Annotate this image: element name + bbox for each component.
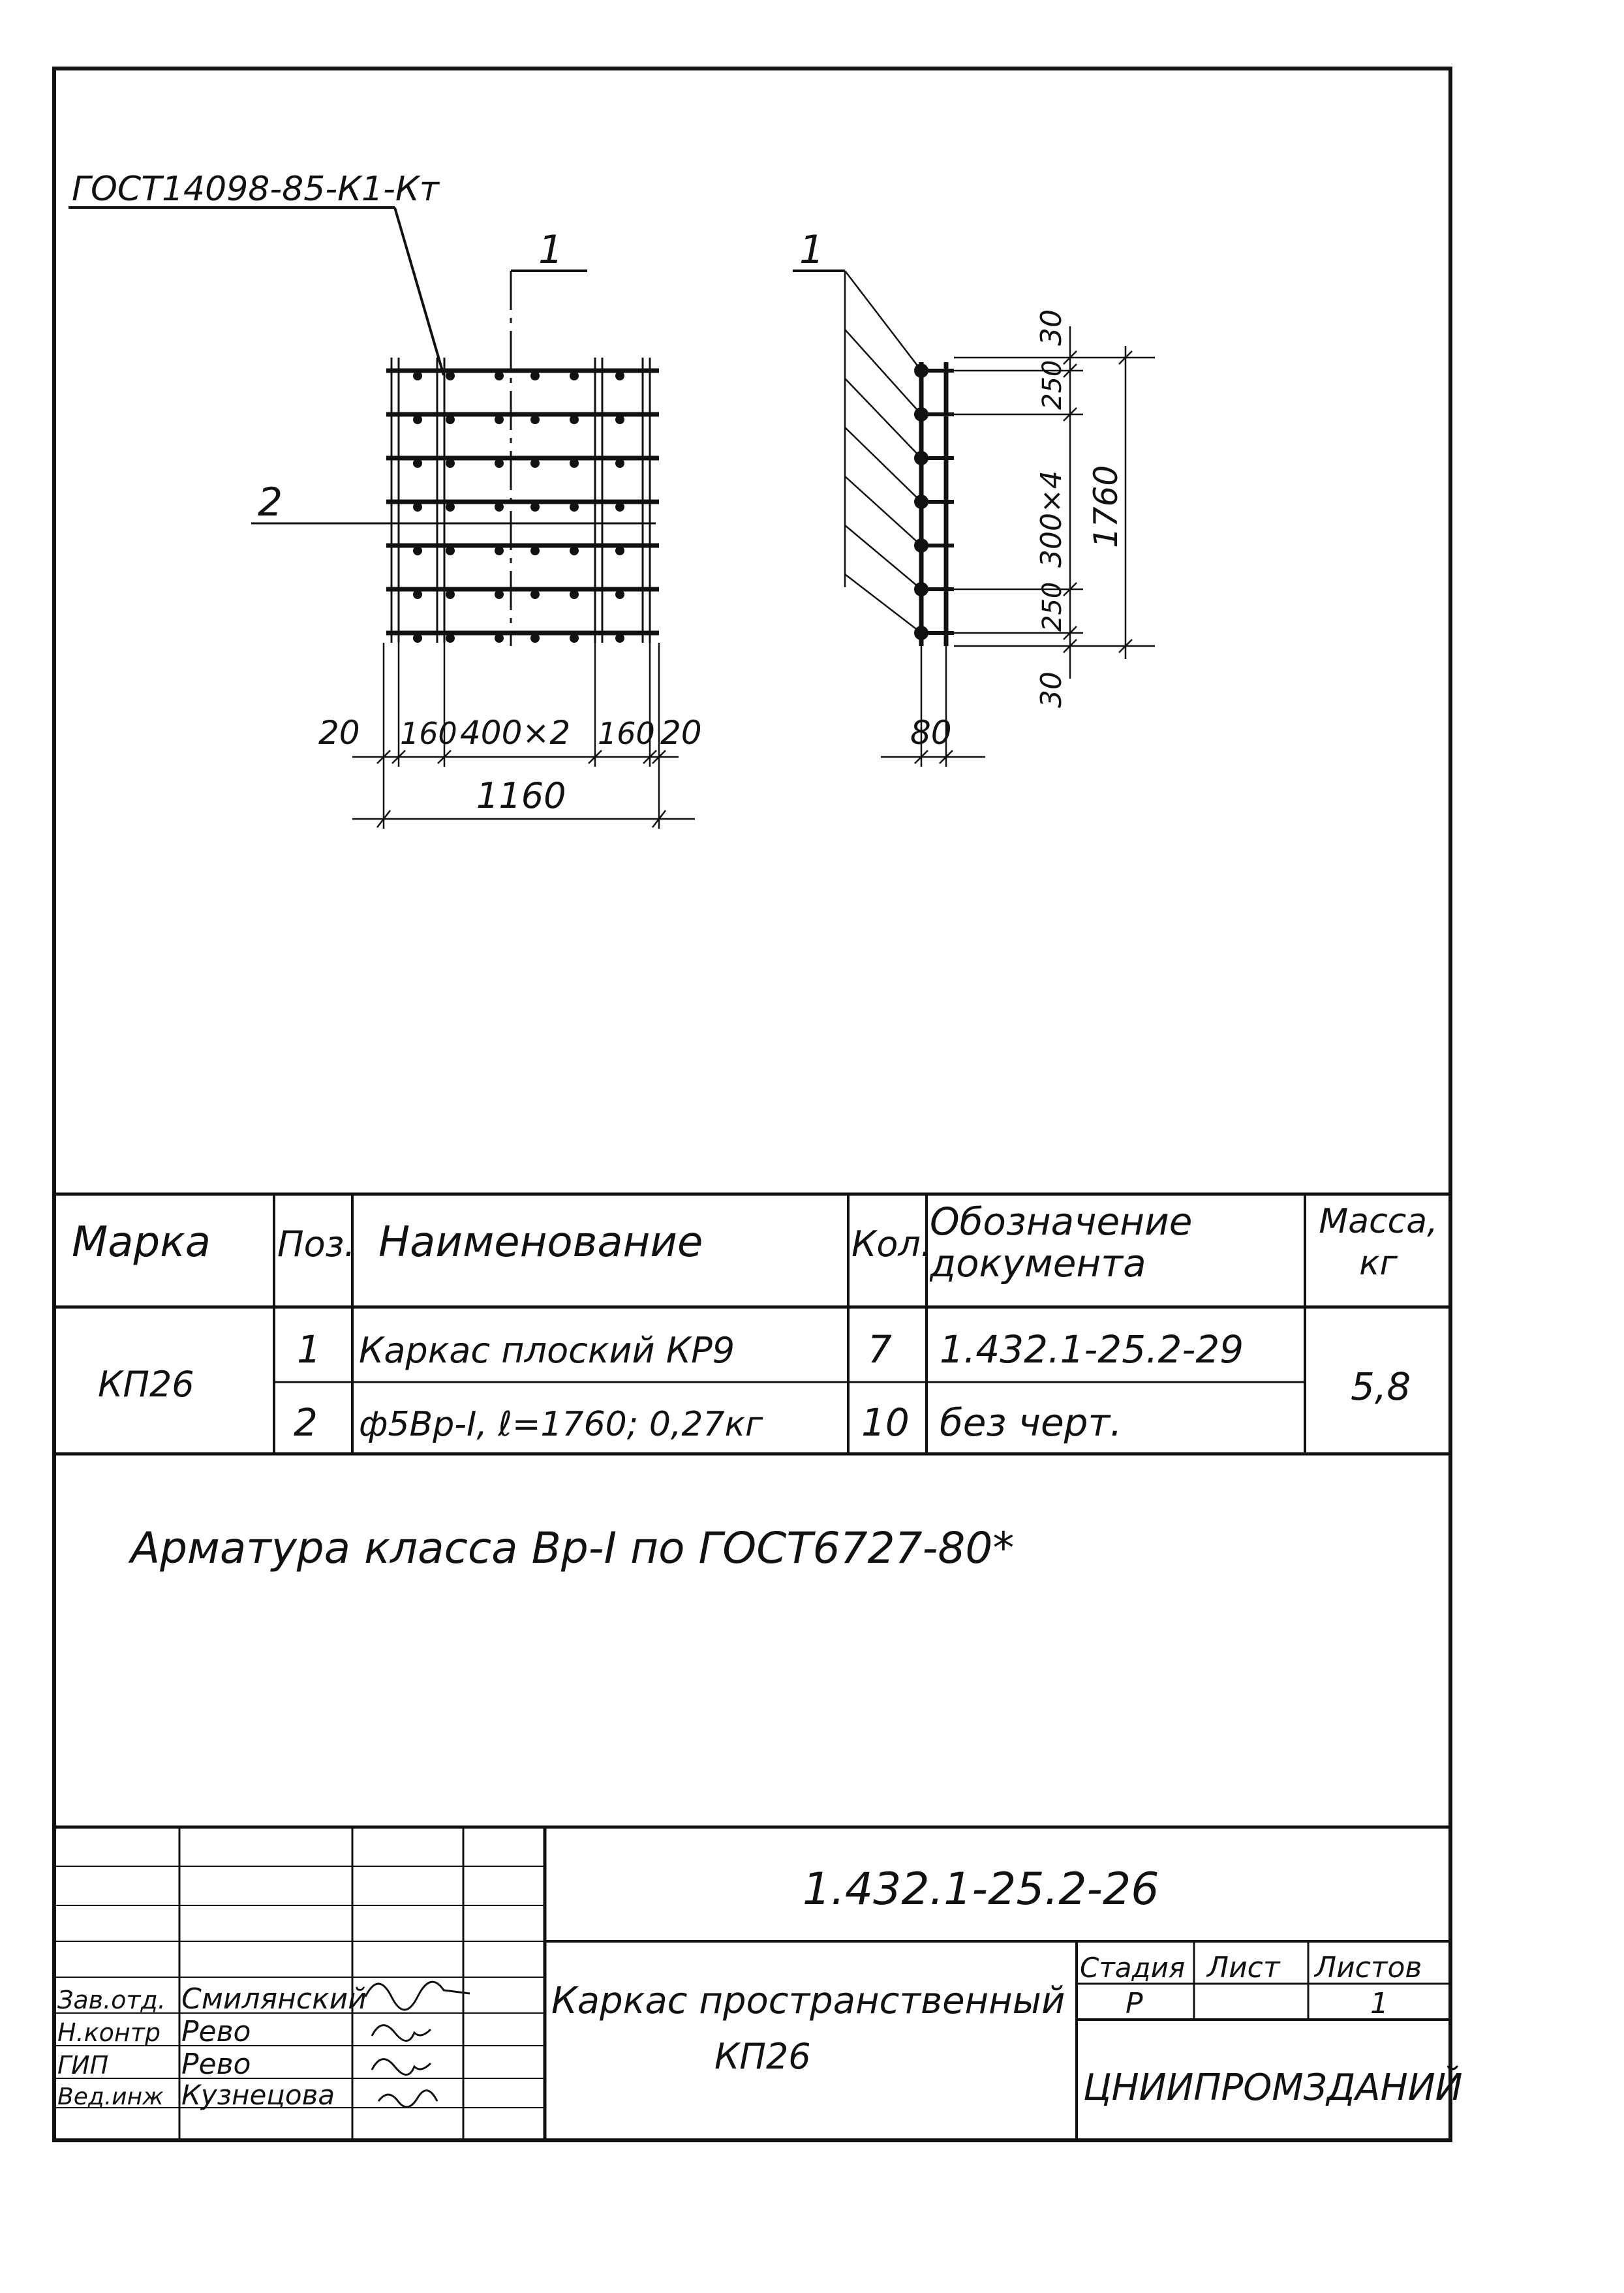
th-pos: Поз.	[277, 1223, 356, 1265]
sheet-frame	[54, 69, 1450, 2140]
gost-leader-label: ГОСТ14098-85-К1-Кт	[72, 170, 440, 209]
row1-qty: 7	[868, 1327, 892, 1372]
row1-pos: 1	[297, 1327, 321, 1372]
dim-side-30-bot: 30	[1035, 671, 1068, 708]
cell-mass: 5,8	[1351, 1364, 1411, 1409]
staff-role-3: ГИП	[57, 2051, 109, 2080]
row2-qty: 10	[861, 1400, 910, 1445]
signatures	[365, 1982, 470, 2107]
signature-3	[372, 2059, 431, 2075]
org-name: ЦНИИПРОМЗДАНИЙ	[1083, 2067, 1463, 2109]
th-mark: Марка	[72, 1218, 211, 1267]
staff-role-2: Н.контр	[57, 2018, 161, 2047]
dim-side-1760: 1760	[1087, 465, 1125, 548]
dim-side-300x4: 300×4	[1035, 470, 1068, 568]
row2-name: ф5Вр-I, ℓ=1760; 0,27кг	[359, 1405, 763, 1444]
dim-20-left: 20	[318, 714, 360, 752]
dim-side-250-top: 250	[1037, 360, 1067, 410]
th-doc: Обозначение документа	[930, 1201, 1193, 1285]
sheets-label: Листов	[1315, 1951, 1422, 1984]
stage-value: Р	[1126, 1987, 1143, 2020]
sheet-label: Лист	[1207, 1951, 1280, 1984]
th-name: Наименование	[378, 1218, 703, 1267]
pos-2-label: 2	[258, 480, 283, 525]
title-line-2: КП26	[714, 2036, 811, 2077]
row2-pos: 2	[294, 1400, 318, 1445]
dim-160-left: 160	[400, 716, 457, 751]
signature-1	[365, 1982, 470, 2010]
row1-doc: 1.432.1-25.2-29	[940, 1327, 1244, 1372]
signature-4	[378, 2091, 437, 2107]
th-mass: Масса, кг	[1319, 1202, 1438, 1283]
row1-name: Каркас плоский КР9	[359, 1330, 735, 1371]
sheets-value: 1	[1370, 1987, 1388, 2020]
dim-side-80: 80	[910, 714, 952, 752]
staff-role-1: Зав.отд.	[57, 1986, 166, 2014]
th-doc-wrap	[930, 1201, 1302, 1305]
th-mass-wrap	[1308, 1201, 1448, 1305]
staff-name-2: Рево	[181, 2015, 251, 2048]
dim-20-right: 20	[660, 714, 702, 752]
dim-1160: 1160	[476, 775, 566, 816]
dim-160-right: 160	[598, 716, 655, 751]
staff-name-1: Смилянский	[181, 1982, 367, 2016]
doc-code: 1.432.1-25.2-26	[803, 1864, 1159, 1915]
dim-side-30-top: 30	[1035, 309, 1068, 346]
note-text: Арматура класса Вр-I по ГОСТ6727-80*	[130, 1523, 1015, 1573]
dim-side-250-bot: 250	[1037, 581, 1067, 632]
dim-400x2: 400×2	[460, 714, 571, 752]
stage-label: Стадия	[1080, 1952, 1186, 1984]
signature-2	[372, 2025, 431, 2041]
pos-1-label: 1	[538, 227, 564, 273]
row2-doc: без черт.	[940, 1400, 1122, 1445]
cell-mark: КП26	[98, 1364, 194, 1405]
title-line-1: Каркас пространственный	[551, 1980, 1065, 2022]
staff-role-4: Вед.инж	[57, 2084, 164, 2110]
th-qty: Кол.	[851, 1223, 932, 1265]
staff-name-4: Кузнецова	[181, 2079, 335, 2111]
staff-name-3: Рево	[181, 2048, 251, 2081]
pos-1-side-label: 1	[799, 227, 825, 273]
